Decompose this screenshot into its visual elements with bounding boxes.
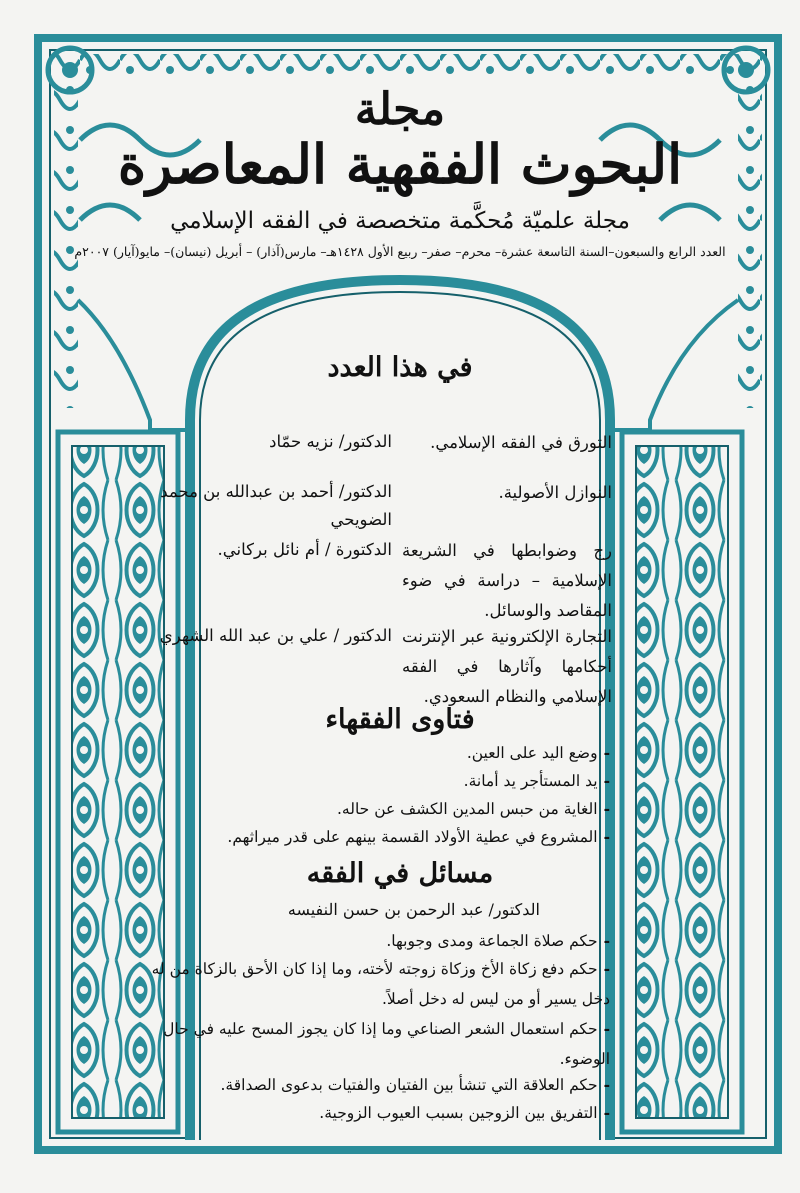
list-item: -وضع اليد على العين. bbox=[466, 743, 610, 762]
section-title-in-this-issue: في هذا العدد bbox=[327, 352, 473, 383]
magazine-subtitle: مجلة علميّة مُحكَّمة متخصصة في الفقه الإسلامي bbox=[170, 208, 630, 234]
article-title: رج وضوابطها في الشريعة الإسلامية – دراسة في ضوء المقاصد والوسائل. bbox=[402, 541, 612, 620]
list-item: -حكم صلاة الجماعة ومدى وجوبها. bbox=[386, 931, 610, 950]
list-item: -الغاية من حبس المدين الكشف عن حاله. bbox=[337, 799, 610, 818]
article-title: التورق في الفقه الإسلامي. bbox=[430, 433, 612, 452]
article-author: الدكتورة / أم نائل بركاني. bbox=[217, 540, 392, 559]
article-title: النوازل الأصولية. bbox=[498, 483, 612, 502]
article-author: الدكتور / علي بن عبد الله الشهري bbox=[159, 626, 392, 645]
article-author: الدكتور/ نزيه حمّاد bbox=[269, 432, 392, 451]
article-author: الدكتور/ أحمد بن عبدالله بن محمد الضويحي bbox=[160, 482, 392, 529]
list-item: -حكم استعمال الشعر الصناعي وما إذا كان يجوز المسح عليه في حال الوضوء. bbox=[163, 1019, 610, 1068]
section-title-fatawa: فتاوى الفقهاء bbox=[325, 704, 475, 735]
issue-line: العدد الرابع والسبعون–السنة التاسعة عشرة– محرم– صفر– ربيع الأول ١٤٢٨هـ– مارس(آذار) – أبريل (نيسان)– مايو(آيار) ٢٠٠٧م bbox=[74, 244, 726, 259]
list-item: -التفريق بين الزوجين بسبب العيوب الزوجية. bbox=[319, 1103, 610, 1122]
list-item: -يد المستأجر يد أمانة. bbox=[463, 771, 610, 790]
list-item: -حكم العلاقة التي تنشأ بين الفتيان والفتيات بدعوى الصداقة. bbox=[220, 1075, 610, 1094]
list-item: -المشروع في عطية الأولاد القسمة بينهم على قدر ميراثهم. bbox=[227, 827, 610, 846]
article-title: التجارة الإلكترونية عبر الإنترنت أحكامها وآثارها في الفقه الإسلامي والنظام السعودي. bbox=[402, 627, 612, 706]
list-item: -حكم دفع زكاة الأخ وزكاة زوجته لأخته، وما إذا كان الأحق بالزكاة من له دخل يسير أو من ليس له دخل أصلاً. bbox=[151, 959, 610, 1008]
section-title-masail: مسائل في الفقه bbox=[306, 858, 494, 889]
magazine-title: البحوث الفقهية المعاصرة bbox=[117, 132, 683, 196]
magazine-label: مجلة bbox=[354, 84, 446, 135]
masail-author: الدكتور/ عبد الرحمن بن حسن النفيسه bbox=[287, 900, 540, 919]
